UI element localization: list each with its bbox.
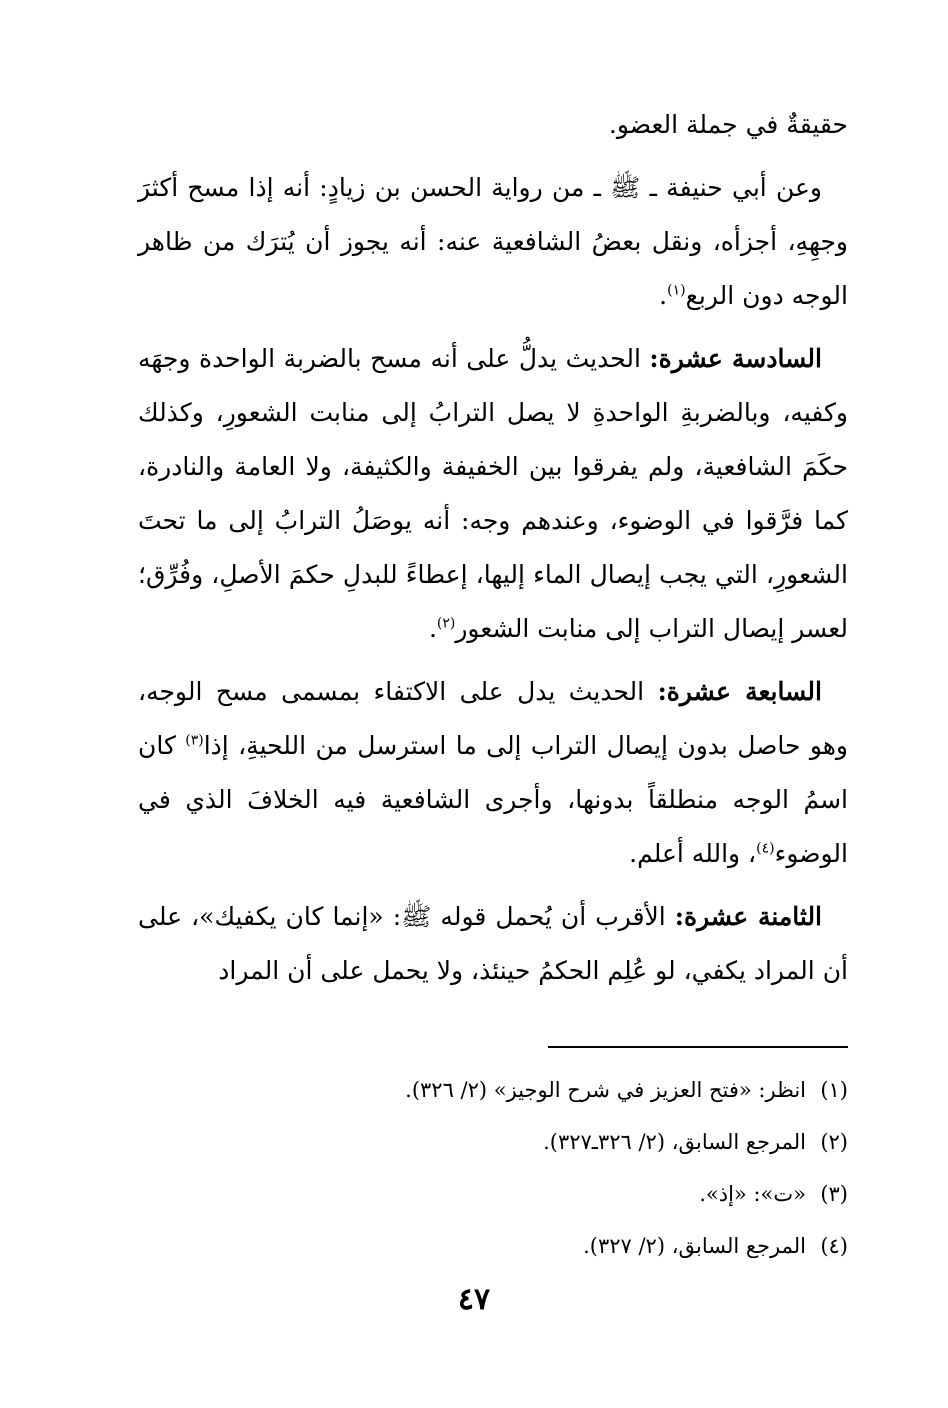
paragraph-tail: كان اسمُ الوجه منطلقاً بدونها، وأجرى الشافعية فيه الخلافَ الذي في الوضوء: [138, 731, 848, 868]
footnote-number: (٤): [820, 1234, 848, 1258]
paragraph-tail-2: ، والله أعلم.: [629, 839, 757, 868]
paragraph-text: الحديث يدل على الاكتفاء بمسمى مسح الوجه، وهو حاصل بدون إيصال التراب إلى ما استرسل من اللحيةِ، إذا: [138, 677, 848, 760]
footnote-text: المرجع السابق، (٢/ ٣٢٧).: [583, 1234, 806, 1258]
footnote-ref-2[interactable]: (٢): [436, 615, 456, 632]
footnote-number: (١): [820, 1078, 848, 1102]
footnote-2: [138, 1116, 848, 1168]
paragraph-sixteenth: [138, 332, 848, 656]
footnote-3: [138, 1168, 848, 1220]
paragraph-eighteenth: [138, 890, 848, 998]
paragraph-heading: السابعة عشرة:: [657, 677, 822, 706]
paragraph-abu-hanifa: [138, 161, 848, 323]
footnote-4: [138, 1220, 848, 1272]
footnote-text: انظر: «فتح العزيز في شرح الوجيز» (٢/ ٣٢٦).: [405, 1078, 806, 1102]
footnote-ref-4[interactable]: (٤): [756, 840, 775, 857]
footnote-number: (٣): [820, 1182, 848, 1206]
paragraph-seventeenth: [138, 665, 848, 881]
footnote-1: [138, 1064, 848, 1116]
paragraph-text: الأقرب أن يُحمل قوله ﷺ: «إنما كان يكفيك»، على أن المراد يكفي، لو عُلِم الحكمُ حينئذ، ولا يحمل على أن المراد: [138, 902, 848, 985]
paragraph-text: حقيقةٌ في جملة العضو.: [608, 110, 848, 139]
footnote-text: المرجع السابق، (٢/ ٣٢٦ـ٣٢٧).: [543, 1130, 806, 1154]
paragraph-text: الحديث يدلُّ على أنه مسح بالضربة الواحدة وجهَه وكفيه، وبالضربةِ الواحدةِ لا يصل الترابُ إلى منابت الشعورِ، وكذلك حكَمَ الشافعية، ولم يفرقوا بين الخفيفة والكثيفة، ولا العامة والنادرة، كما فرَّقوا في الوضوء، وعندهم وجه: أنه يوصَلُ الترابُ إلى ما تحتَ الشعورِ، التي يجب إيصال الماء إليها، إعطاءً للبدلِ حكمَ الأصلِ، وفُرِّق؛ لعسر إيصال التراب إلى منابت الشعور: [138, 344, 848, 643]
footnote-ref-1[interactable]: (١): [667, 282, 686, 299]
paragraph-heading: السادسة عشرة:: [649, 344, 822, 373]
paragraph-heading: الثامنة عشرة:: [674, 902, 823, 931]
footnote-number: (٢): [820, 1130, 848, 1154]
paragraph-text: وعن أبي حنيفة ـ ﷺ ـ من رواية الحسن بن زيادٍ: أنه إذا مسح أكثرَ وجهِهِ، أجزأه، ونقل بعضُ الشافعية عنه: أنه يجوز أن يُترَك من ظاهر الوجه دون الربع: [138, 173, 848, 310]
footnote-separator: [548, 1046, 848, 1048]
paragraph-tail: .: [428, 614, 437, 643]
paragraph-continuation: [138, 98, 848, 152]
main-text: [138, 98, 848, 1007]
page-number: ٤٧: [457, 1282, 491, 1317]
footnote-ref-3[interactable]: (٣): [185, 732, 204, 749]
footnote-text: «ت»: «إذ».: [699, 1182, 806, 1206]
footnotes: [138, 1064, 848, 1272]
paragraph-tail: .: [659, 281, 668, 310]
